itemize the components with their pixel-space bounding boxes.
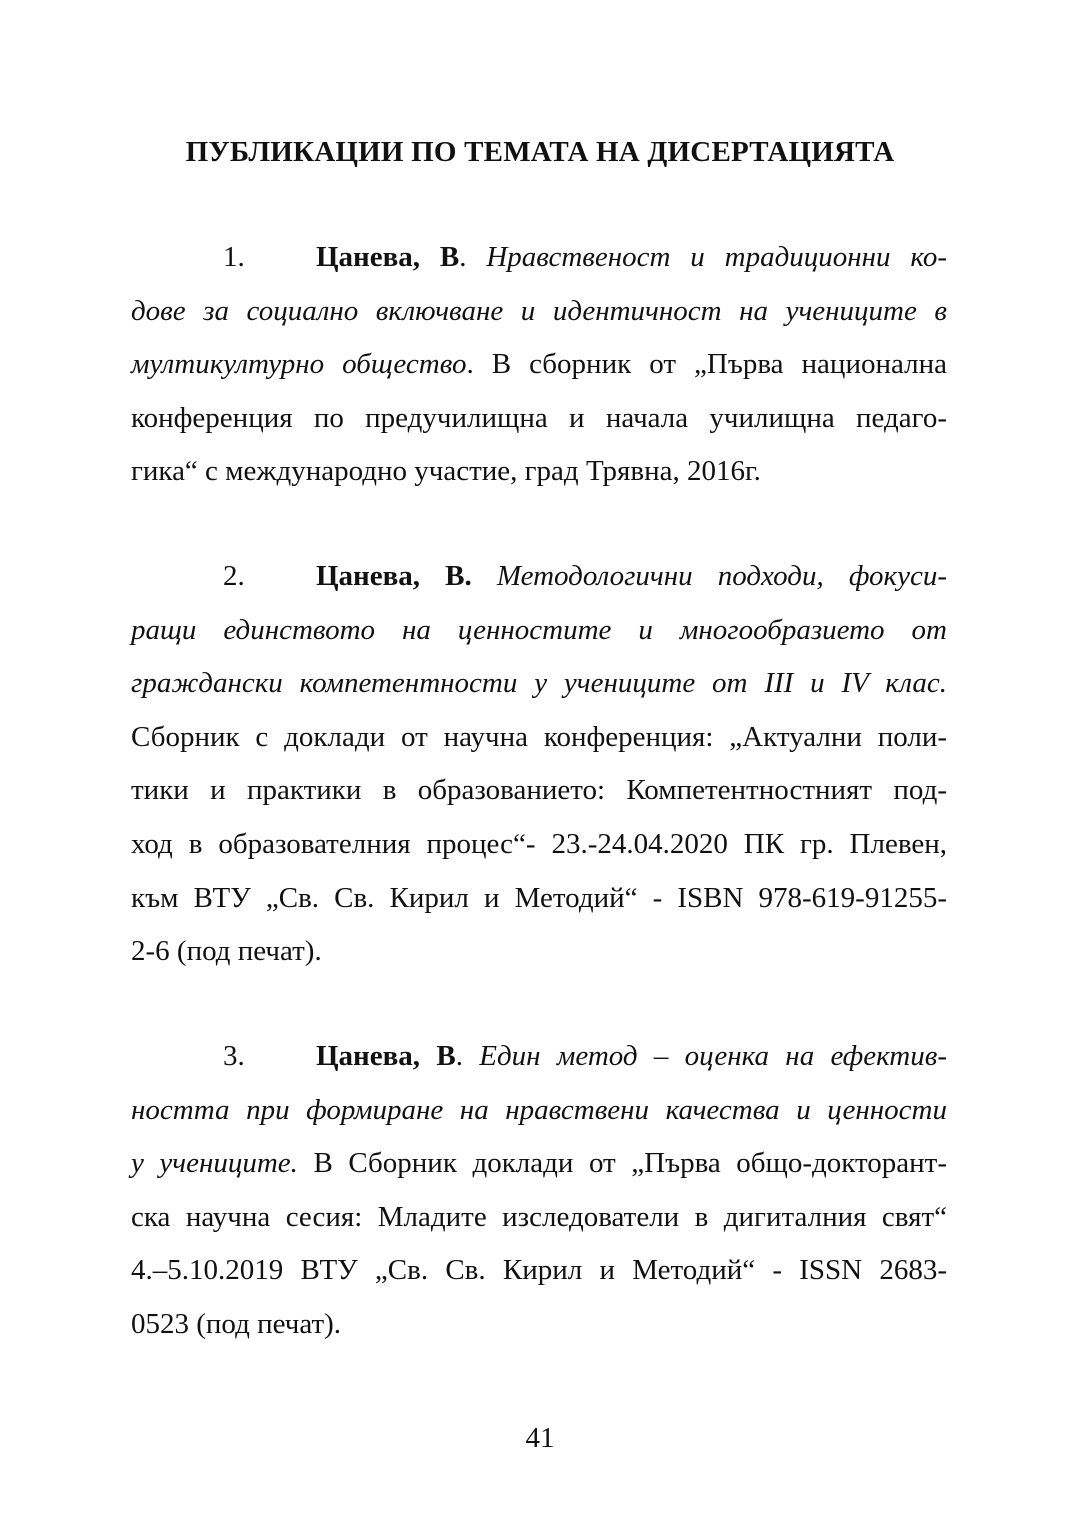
entry-1-line-3 (131, 338, 947, 392)
entry-3-title-part-3: у учениците. (131, 1147, 298, 1180)
entry-1-author: Цанева, В (316, 241, 460, 273)
entry-1-title-part-3: мултикултурно общество (131, 348, 467, 381)
entry-2-title-part-3: граждански компетентности у учениците от III и IV клас. (131, 667, 947, 700)
entry-3-source-part-1: В Сборник доклади от „Първа общо-докторант- (297, 1147, 947, 1180)
entry-2-source-part-2: тики и практики в образованието: Компетентностният под- (131, 774, 947, 807)
entry-3-line-1: 3. Цанева, В. Един метод – оценка на ефектив- (131, 1030, 947, 1084)
entry-2-source-part-5: 2-6 (под печат). (131, 935, 322, 968)
entry-3-title-part-2: ността при формиране на нравствени качества и ценности (131, 1093, 947, 1126)
entry-2-source-part-1: Сборник с доклади от научна конференция: „Актуални поли- (131, 720, 947, 753)
entry-3-line-3 (131, 1137, 947, 1191)
entry-2-line-1 (131, 550, 947, 604)
entry-2-author: Цанева, В. (316, 560, 472, 592)
entry-2-title-part-1: Методологични подходи, фокуси- (496, 560, 947, 592)
entry-3-number: 3. (223, 1040, 245, 1072)
page-heading: ПУБЛИКАЦИИ ПО ТЕМАТА НА ДИСЕРТАЦИЯТА (185, 136, 895, 168)
entry-2-source-part-4: към ВТУ „Св. Св. Кирил и Методий“ - ISBN 978-619-91255- (131, 881, 947, 914)
entry-2-source-part-3: ход в образователния процес“- 23.-24.04.2020 ПК гр. Плевен, (131, 827, 947, 860)
entry-2-title-part-2: ращи единството на ценностите и многообразието от (131, 613, 947, 646)
entry-1-number: 1. (223, 241, 245, 273)
entry-1-title-part-1: Нравственост и традиционни ко- (486, 241, 947, 273)
entry-2-number: 2. (223, 560, 245, 592)
entry-1-title-part-2: дове за социално включване и идентичност на учениците в (131, 294, 947, 327)
entry-1-source-part-1: . В сборник от „Първа национална (466, 348, 947, 381)
entry-3-source-part-4: 0523 (под печат). (131, 1307, 342, 1340)
publication-entry-3 (131, 1030, 947, 1352)
entry-3-author: Цанева, В (316, 1040, 456, 1072)
publication-entry-1 (131, 231, 947, 499)
entry-3-source-part-3: 4.–5.10.2019 ВТУ „Св. Св. Кирил и Методий“ - ISSN 2683- (131, 1254, 947, 1287)
entry-1-source-part-2: конференция по предучилищна и начала училищна педаго- (131, 401, 947, 434)
page-number: 41 (525, 1422, 555, 1454)
entry-1-line-1: 1. Цанева, В. Нравственост и традиционни ко- (131, 231, 947, 285)
entry-1-source-part-3: гика“ с международно участие, град Трявна, 2016г. (131, 455, 761, 488)
publication-entry-2 (131, 550, 947, 979)
entry-3-source-part-2: ска научна сесия: Младите изследователи в дигиталния свят“ (131, 1200, 947, 1233)
entry-3-title-part-1: Един метод – оценка на ефектив- (479, 1040, 947, 1072)
